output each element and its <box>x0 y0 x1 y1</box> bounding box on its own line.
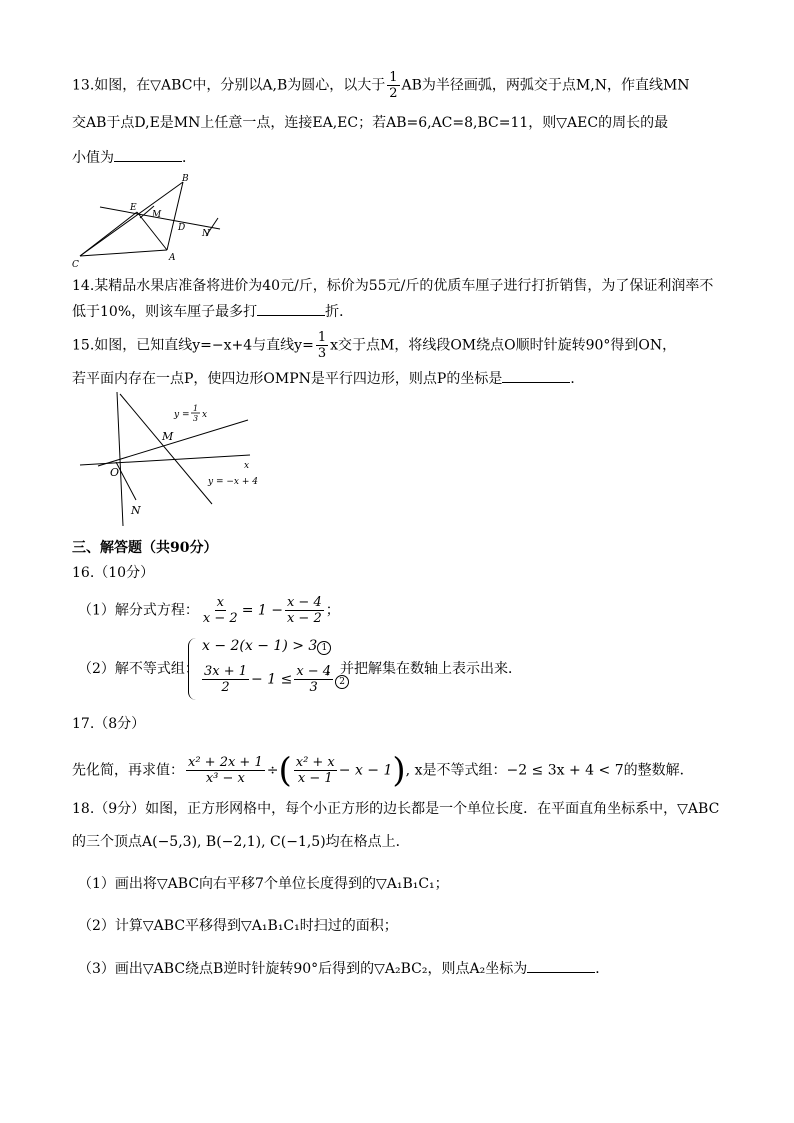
q13-text-b: AB为半径画弧，两弧交于点M,N，作直线MN <box>401 77 690 94</box>
label-N: N <box>131 504 141 517</box>
label-M: M <box>152 210 162 220</box>
fraction <box>201 595 240 626</box>
q15-line1 <box>72 330 676 361</box>
punct: ； <box>325 602 340 619</box>
answer-blank[interactable] <box>527 958 595 973</box>
q15-text-b: x交于点M，将线段OM绕点O顺时针旋转90°得到ON， <box>330 337 677 354</box>
label-B: B <box>182 174 189 184</box>
label-E: E <box>130 203 137 213</box>
q13-text-a: 13.如图，在▽ABC中，分别以A,B为圆心，以大于 <box>72 77 386 94</box>
q13-line1 <box>72 70 690 101</box>
circled-number: 1 <box>317 641 331 655</box>
fraction-numerator: x² + 2x + 1 <box>188 755 263 770</box>
q14-line2 <box>72 301 353 322</box>
fraction-denominator: x − 1 <box>297 771 333 786</box>
q17-heading: 17.（8分） <box>72 716 146 732</box>
line-y-minus-x-plus-4 <box>120 394 212 504</box>
inequality-text: x − 2(x − 1) > 3 <box>202 638 318 654</box>
fraction-denominator: 2 <box>389 86 398 101</box>
inequality-middle: − 1 ≤ <box>251 671 293 688</box>
expression-tail: − x − 1 <box>338 762 393 779</box>
fraction-denominator: x − 2 <box>286 611 322 626</box>
q18-end: ． <box>595 961 610 977</box>
left-paren: ( <box>278 750 292 791</box>
label-N: N <box>202 229 210 239</box>
section-heading: 三、解答题（共90分） <box>72 540 218 556</box>
fraction <box>186 755 265 786</box>
answer-blank[interactable] <box>502 368 570 383</box>
q17-label: 先化简，再求值： <box>72 762 184 779</box>
q16-heading: 16.（10分） <box>72 565 155 581</box>
label-C: C <box>72 260 79 270</box>
label-line1-x: x <box>202 410 208 420</box>
q14-end: 折． <box>325 304 354 320</box>
circled-number: 2 <box>335 675 349 689</box>
label-x-axis: x <box>244 461 250 471</box>
q18-part2: （2）计算▽ABC平移得到▽A₁B₁C₁时扫过的面积； <box>78 918 398 934</box>
q17-condition: , x是不等式组：−2 ≤ 3x + 4 < 7的整数解． <box>405 762 694 779</box>
fraction-numerator: x² + x <box>295 755 335 770</box>
segment-CE <box>80 212 137 256</box>
answer-blank[interactable] <box>114 147 182 162</box>
fraction-numerator: x − 4 <box>286 595 322 610</box>
fraction <box>202 664 249 695</box>
divide-sign: ÷ <box>266 762 279 779</box>
q13-line3 <box>72 147 196 168</box>
q18-part3 <box>78 958 609 979</box>
q15-text-a: 15.如图，已知直线y=−x+4与直线y= <box>72 337 314 354</box>
q17-expression <box>72 750 694 791</box>
label-O: O <box>110 466 120 479</box>
label-D: D <box>178 223 186 233</box>
label-line1-num: 1 <box>193 404 199 413</box>
q13-text-c: 小值为 <box>72 150 114 166</box>
fraction-numerator: 1 <box>317 330 327 345</box>
label-A: A <box>169 253 176 263</box>
q13-figure <box>70 172 230 270</box>
q15-end: ． <box>570 371 585 387</box>
fraction-denominator: 2 <box>221 680 230 695</box>
answer-blank[interactable] <box>257 301 325 316</box>
q15-figure <box>74 392 260 528</box>
q16-inequality-1 <box>202 636 331 656</box>
q16-part1 <box>78 595 340 626</box>
fraction <box>285 595 324 626</box>
q18-p3-text: （3）画出▽ABC绕点B逆时针旋转90°后得到的▽A₂BC₂，则点A₂坐标为 <box>78 961 528 977</box>
q13-line2: 交AB于点D,E是MN上任意一点，连接EA,EC；若AB=6,AC=8,BC=11，则▽AEC的周长的最 <box>72 115 669 131</box>
fraction-denominator: x − 2 <box>202 611 238 626</box>
label-M: M <box>162 430 174 443</box>
q18-part1: （1）画出将▽ABC向右平移7个单位长度得到的▽A₁B₁C₁； <box>78 876 449 892</box>
fraction-denominator: x³ − x <box>205 771 245 786</box>
right-paren: ) <box>392 750 406 791</box>
q18-line1: 18.（9分）如图，正方形网格中，每个小正方形的边长都是一个单位长度．在平面直角坐标系中，▽ABC <box>72 801 720 817</box>
q15-text-c: 若平面内存在一点P，使四边形OMPN是平行四边形，则点P的坐标是 <box>72 371 503 387</box>
label-line1-y: y = <box>174 410 190 420</box>
fraction <box>294 755 337 786</box>
label-line2: y = −x + 4 <box>208 477 258 487</box>
segment-CA <box>80 250 167 256</box>
q15-fraction-third <box>316 330 328 361</box>
q13-fraction-half <box>387 70 399 101</box>
q16-part2-end: ，并把解集在数轴上表示出来． <box>326 661 522 677</box>
q16-part2-label: （2）解不等式组： <box>78 661 199 677</box>
fraction-numerator: x <box>216 595 224 610</box>
label-line1-den: 3 <box>193 414 199 423</box>
q18-line2: 的三个顶点A(−5,3), B(−2,1), C(−1,5)均在格点上． <box>72 834 410 850</box>
fraction-numerator: x − 4 <box>296 664 332 679</box>
q13-end: ． <box>182 150 196 166</box>
fraction-denominator: 3 <box>309 680 318 695</box>
q14-line1: 14.某精品水果店准备将进价为40元/斤，标价为55元/斤的优质车厘子进行打折销售，为了保证利润率不 <box>72 278 714 294</box>
q16-p1-label: （1）解分式方程： <box>78 602 199 619</box>
fraction-denominator: 3 <box>317 346 327 361</box>
equation-middle: = 1 − <box>241 602 283 619</box>
fraction-numerator: 3x + 1 <box>204 664 248 679</box>
q15-line2 <box>72 368 584 389</box>
fraction-numerator: 1 <box>389 70 398 85</box>
q14-text: 低于10%，则该车厘子最多打 <box>72 304 258 320</box>
